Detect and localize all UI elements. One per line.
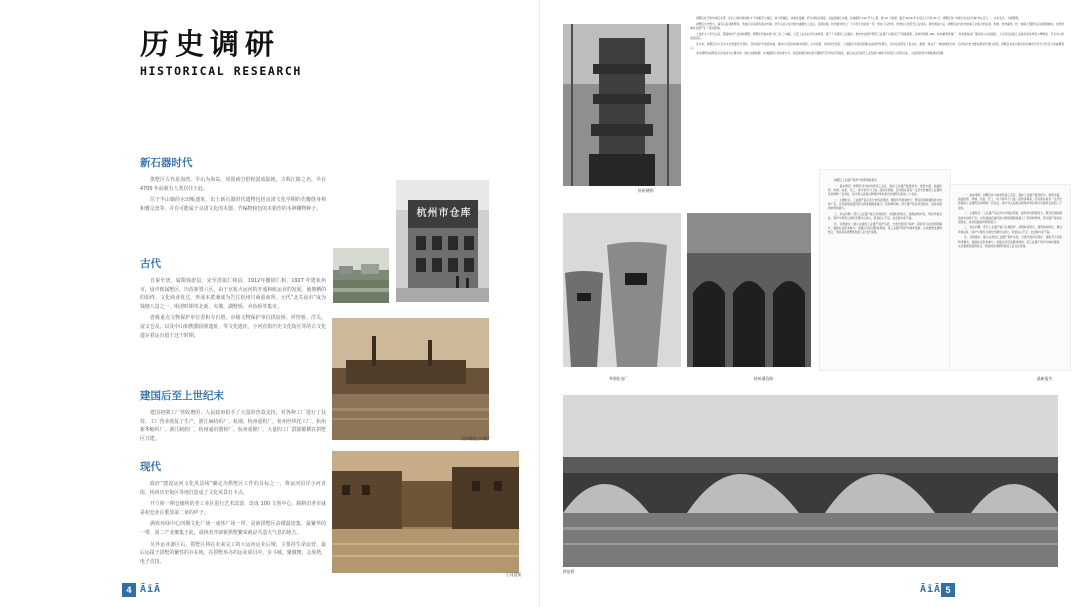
paragraph: 上世纪九十年代以后，随着城市产业结构调整，拱墅区开始实施“退二进三”战略，大量工业企业外迁或转型，留下了丰富的工业遗存。杭州市在保护利用工业遗产方面进行了积极探索，将杭州丝联 166、杭州重型机械厂、杭州蓄电池厂等改造为文创园区，大运河沿线的工业遗存逐步转变为博物馆、艺术中心和创意街区。 xyxy=(690,31,1064,40)
section-body xyxy=(140,480,326,566)
section-ancient xyxy=(140,256,326,343)
photo-cooling-towers xyxy=(563,213,681,367)
paragraph: 四、对策建议：建立完善的工业遗产保护名录，分类分级进行保护；探索多元化的利用模式，鼓励社会资本参与；加强运河沿线整体规划，将工业遗产保护与城市更新、文化旅游发展相结合，形成具有拱墅特色的工业文化景观。 xyxy=(958,235,1062,248)
title-english: HISTORICAL RESEARCH xyxy=(140,64,302,78)
photo-old-factory xyxy=(332,318,492,441)
section-title: 古代 xyxy=(140,258,161,270)
photo-tower xyxy=(563,24,681,186)
right-page xyxy=(540,0,1079,607)
paragraph: 满铁环绿中心四期文化广场一成休广场一带，是新拱墅区高楼最密集、最繁华的一带，第二产业聚集于此，成林者开辟新拱墅繁荣就是共造大气息的地方。 xyxy=(140,521,326,536)
section-body xyxy=(140,277,326,340)
paragraph: 另外运业备区后，拱墅区将在未来完工的大运河运业后城，主要持生命运营，最后运提于拱墅的繁性的存在地，在拱墅举办的运业项目中，步斗城，聚微舞，会展塔，电子竞技。 xyxy=(140,541,326,565)
document-scan xyxy=(820,170,950,370)
caption-doc: 最新报告 xyxy=(1037,376,1053,381)
paragraph: 政府“建设运河文化风景线”确定为拱墅区工作的目标之一，将运河沿岸小河直街、桥西历史街区等地打造成了文化风景打卡点。 xyxy=(140,481,326,496)
paragraph: 省级重点文物保护单位香积寺石塔，市级文物保护单位拱宸桥、祥符桥、洋关、富义仓及、以及中山和熊猫园黄遗址，等文化遗址，小河直街历史文化街区等的古文化遗存着运台留于这个时期。 xyxy=(140,315,326,339)
photo-river-houses xyxy=(332,451,519,573)
caption-river: 小河直街 xyxy=(506,572,522,577)
building-sign: 杭州市仓库 xyxy=(416,208,472,219)
paragraph: 拱墅区历史悠久，南宋以后逐渐繁荣，形成运河沿岸的商业市镇，近代以来又成为杭州重要的工业区。民国时期，杭州最早的工厂大多设于拱宸桥一带，形成了以纺织、丝绸为主的近代工业体系。新中国成立后，拱墅区成为杭州市重工业集中的区域，杭钢、杭州重机、杭一棉等大型国有企业相继建成，对杭州城市发展产生了深远影响。 xyxy=(690,21,1064,30)
section-title: 现代 xyxy=(140,461,161,473)
section-neolithic xyxy=(140,155,326,216)
paragraph: 二、主要特点：工业遗产沿运河分布特征明显，建筑年代跨度较大，既有民国时期的砖木结构厂房，也有建国后建设的大跨度钢筋混凝土厂房和构筑物。部分遗产保存状况较好，具有较高的再利用潜力。 xyxy=(958,211,1062,224)
document-text xyxy=(958,193,1062,365)
photo-bridge xyxy=(563,395,1058,567)
paragraph: 位于半山镇的水田畈遗址，出土新石器时代遗物包括良渚文化早期的先瓣绕身树和薯足盘等，并有可能属于良渚文化的木器、竹编物和包的木箱作的木神棚物种子。 xyxy=(140,197,326,212)
paragraph: 拱墅区古代是海湾，半山为海岛，周围就分舒积淤成陆地，古称江路之名。早在 4700 年前就有人类居住于此。 xyxy=(140,177,326,192)
page-number-left: 4 xyxy=(122,583,136,597)
section-post-1949 xyxy=(140,388,326,446)
section-title: 新石器时代 xyxy=(140,157,193,169)
paragraph: 开立桥一期仓储所的老工业区进行艺术改造，改成 100 文创中心，腾格旧老市就是初仓业区歌放第二章的样子。 xyxy=(140,501,326,516)
caption-cooling: 华润化电厂 xyxy=(609,376,628,381)
caption-arches: 杭州通信路 xyxy=(754,376,773,381)
page-number-right: 5 xyxy=(941,583,955,597)
paragraph: 拱墅区工业遗产保护与利用调查报告 xyxy=(834,178,877,182)
paragraph: 三、存在问题：部分工业遗产缺乏有效保护，闲置时间较长，建筑结构老化，周边环境杂乱；保护与利用之间的矛盾较为突出，资金投入不足，社会参与度不高。 xyxy=(958,225,1062,234)
paragraph: 一、基本情况：拱墅区作为杭州传统工业区，现存工业遗产数量较多，类型丰富，涵盖纺织、机械、冶金、化工、电力等多个门类。经初步调查，区内现存具有一定历史价值的工业建筑及构筑物一百余处，其中列入各级文物保护单位和历史建筑名录的二十余处。 xyxy=(828,183,942,197)
section-body xyxy=(140,176,326,213)
section-title: 建国后至上世纪末 xyxy=(140,390,224,402)
section-body xyxy=(140,409,326,443)
section-modern xyxy=(140,459,326,569)
paragraph: 一、基本情况：拱墅区作为杭州传统工业区，现存工业遗产数量较多，类型丰富，涵盖纺织、机械、冶金、化工、电力等多个门类。经初步调查，区内现存具有一定历史价值的工业建筑及构筑物一百余处，其中列入各级文物保护单位和历史建筑名录的二十余处。 xyxy=(958,193,1062,210)
caption-tower: 杭州钢铁厂 xyxy=(638,188,657,193)
footer-mark-left: ĀīĀ xyxy=(140,584,162,595)
paragraph: 建国初期工厂营收增的，人民政府拍手了大量的营款支持，对各种工厂进行了扶持，工厂营业收复了生产，浙江麻纺织厂、杭钢、杭州重机厂、杭州丝织化工厂、杭州新华缩织厂、浙江制药厂、杭州通讯器材厂、杭州重棉厂、大量的工厂鼓励都横在拱墅区兴建。 xyxy=(140,410,326,442)
document-text xyxy=(828,178,942,364)
paragraph: 本次调研以拱墅区运河沿线为主要对象，通过文献梳理、实地踏勘与访谈等方式，系统梳理区域从新石器时代至今的历史演变，重点关注近现代工业发展与城市空间变迁之间的关系，为后续的设计策略提供依据。 xyxy=(696,51,946,56)
paragraph: 二、主要特点：工业遗产沿运河分布特征明显，建筑年代跨度较大，既有民国时期的砖木结构厂房，也有建国后建设的大跨度钢筋混凝土厂房和构筑物。部分遗产保存状况较好，具有较高的再利用潜力。 xyxy=(828,197,942,211)
paragraph: 拱墅区处于杭州市区北部，东以上塘河和地铁 2 号线相邻上城区，南与西湖区、余杭区接壤，西与余杭区相接，北临钱塘江水域，区域面积 119 平方公里，辖 19 个街道，截至 2019 年末全区人口约 60 万。拱墅区是“中国运河文化名城”核心区之一，水系发达，交通便利。 xyxy=(696,16,1021,20)
paragraph: 近年来，拱墅区以大运河文化带建设为契机，坚持保护与发展并重，推动运河沿线的城市更新，小河直街、桥西历史街区、大兜路历史街区相继完成保护性整治，运河沿线形成了集文化、旅游、商业于一体的城市空间。运河的历史文脉在新时代得以延续，拱墅区也成为展示杭州城市历史与当代活力的重要窗口。 xyxy=(690,41,1064,50)
caption-bridge: 拱宸桥 xyxy=(563,569,575,574)
photo-arches xyxy=(687,213,811,367)
footer-mark-right: ĀīĀ xyxy=(920,584,942,595)
title-chinese: 历史调研 xyxy=(140,27,281,61)
caption-factory: 国际晚霞公司照厂 xyxy=(461,436,492,441)
paragraph: 自秦至唐，属隋钱唐县；宋至清属仁和县，1912年撤销仁和，1927 年建杭州市，设中辖属墅区，历改新置六区。由于京杭大运河的开通和航运业的发展，使塘栖的的始终，文化商业发达，形成本派兼成为告江杭州日商重商所。元代“北关夜市”成为钱塘八景之一，明清时期等北新、夹城、湖墅桥、卖鱼桥等集市。 xyxy=(140,278,326,310)
photo-old-landscape xyxy=(333,248,389,303)
document-scan-second xyxy=(950,185,1070,370)
paragraph: 四、对策建议：建立完善的工业遗产保护名录，分类分级进行保护；探索多元化的利用模式，鼓励社会资本参与；加强运河沿线整体规划，将工业遗产保护与城市更新、文化旅游发展相结合，形成具有拱墅特色的工业文化景观。 xyxy=(828,221,942,235)
photo-building xyxy=(396,180,489,302)
paragraph: 三、存在问题：部分工业遗产缺乏有效保护，闲置时间较长，建筑结构老化，周边环境杂乱；保护与利用之间的矛盾较为突出，资金投入不足，社会参与度不高。 xyxy=(828,211,942,221)
left-page xyxy=(0,0,539,607)
